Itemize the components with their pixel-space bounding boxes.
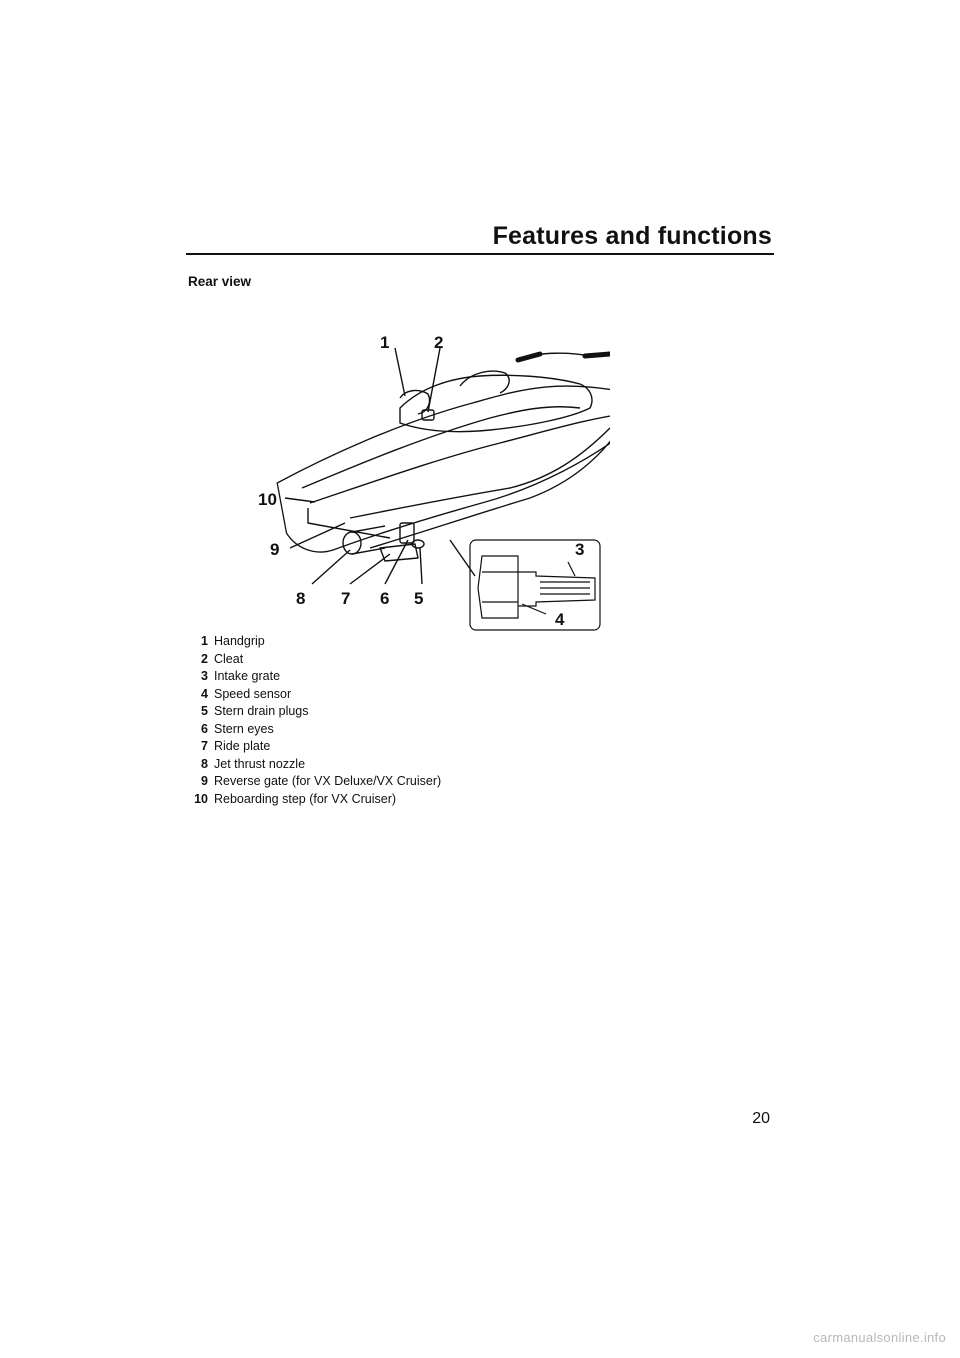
legend-label: Cleat xyxy=(214,651,244,666)
legend-number: 7 xyxy=(201,739,208,753)
legend-number: 6 xyxy=(201,721,208,736)
legend-label: Ride plate xyxy=(214,739,271,753)
legend-label: Reverse gate (for VX Deluxe/VX Cruiser) xyxy=(214,774,442,788)
legend-item xyxy=(176,756,441,774)
legend-number: 4 xyxy=(201,686,208,701)
legend-item xyxy=(176,633,441,651)
callout-2: 2 xyxy=(434,333,444,352)
legend-item xyxy=(176,721,441,739)
callout-3: 3 xyxy=(575,540,585,559)
legend-item xyxy=(176,651,441,669)
legend-number: 5 xyxy=(201,704,208,718)
legend-number: 3 xyxy=(201,669,208,683)
legend-item xyxy=(176,773,441,791)
callout-6: 6 xyxy=(380,589,390,608)
callout-4: 4 xyxy=(555,610,565,629)
parts-legend xyxy=(176,633,441,808)
page-title: Features and functions xyxy=(492,222,772,250)
callout-5: 5 xyxy=(414,589,424,608)
legend-item xyxy=(176,738,441,756)
legend-label: Handgrip xyxy=(214,634,265,648)
legend-label: Stern eyes xyxy=(214,721,274,736)
legend-item xyxy=(176,703,441,721)
legend-label: Intake grate xyxy=(214,669,281,683)
legend-number: 8 xyxy=(201,756,208,771)
title-rule xyxy=(186,253,774,255)
legend-label: Stern drain plugs xyxy=(214,704,309,718)
callout-10: 10 xyxy=(258,490,277,509)
legend-item xyxy=(176,791,441,809)
callout-1: 1 xyxy=(380,333,390,352)
legend-number: 10 xyxy=(194,791,208,806)
section-heading: Rear view xyxy=(188,274,252,289)
legend-number: 1 xyxy=(201,634,208,648)
legend-number: 2 xyxy=(201,651,208,666)
legend-number: 9 xyxy=(201,774,208,788)
watermark[interactable]: carmanualsonline.info xyxy=(813,1330,946,1345)
page-number: 20 xyxy=(752,1110,770,1127)
legend-label: Speed sensor xyxy=(214,686,292,701)
callout-7: 7 xyxy=(341,589,351,608)
legend-item xyxy=(176,686,441,704)
legend-label: Reboarding step (for VX Cruiser) xyxy=(214,791,397,806)
callout-8: 8 xyxy=(296,589,306,608)
legend-item xyxy=(176,668,441,686)
legend-label: Jet thrust nozzle xyxy=(214,756,306,771)
callout-9: 9 xyxy=(270,540,280,559)
